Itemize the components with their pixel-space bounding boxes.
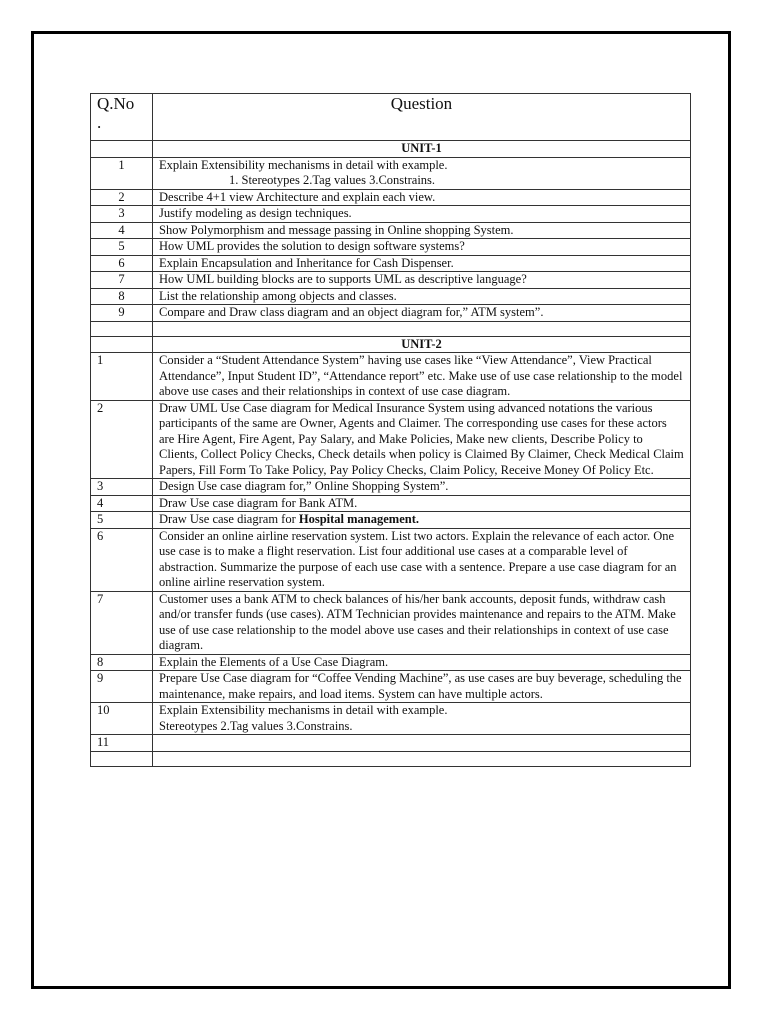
question-text-cell xyxy=(153,512,691,529)
question-number: 9 xyxy=(91,671,153,703)
question-row xyxy=(91,239,691,256)
question-row xyxy=(91,157,691,189)
empty-cell xyxy=(153,321,691,336)
question-text: Show Polymorphism and message passing in Online shopping System. xyxy=(159,222,514,237)
question-text-cell xyxy=(153,189,691,206)
question-text-cell xyxy=(153,735,691,752)
question-number: 3 xyxy=(91,206,153,223)
question-subtext: Stereotypes 2.Tag values 3.Constrains. xyxy=(159,718,353,733)
question-number: 1 xyxy=(91,157,153,189)
question-text-cell xyxy=(153,400,691,479)
unit2-rows xyxy=(91,353,691,752)
question-row xyxy=(91,272,691,289)
question-text-cell xyxy=(153,305,691,322)
question-text: Justify modeling as design techniques. xyxy=(159,206,352,220)
question-text-cell xyxy=(153,654,691,671)
question-text: Describe 4+1 view Architecture and explain each view. xyxy=(159,189,436,204)
unit1-title: UNIT-1 xyxy=(153,141,691,158)
question-row xyxy=(91,654,691,671)
question-row xyxy=(91,400,691,479)
question-row xyxy=(91,206,691,223)
question-text-cell xyxy=(153,288,691,305)
empty-cell xyxy=(91,321,153,336)
question-text-cell xyxy=(153,239,691,256)
unit-header-row xyxy=(91,141,691,158)
question-row xyxy=(91,671,691,703)
question-number: 6 xyxy=(91,528,153,591)
question-number: 7 xyxy=(91,272,153,289)
question-number: 8 xyxy=(91,288,153,305)
empty-cell xyxy=(91,336,153,353)
question-row xyxy=(91,735,691,752)
question-text: Compare and Draw class diagram and an object diagram for,” ATM system”. xyxy=(159,305,544,319)
question-text: Design Use case diagram for,” Online Shopping System”. xyxy=(159,479,449,493)
question-number: 6 xyxy=(91,255,153,272)
question-row xyxy=(91,222,691,239)
question-row xyxy=(91,703,691,735)
question-text-cell xyxy=(153,591,691,654)
question-text-cell xyxy=(153,353,691,401)
question-row xyxy=(91,255,691,272)
question-text: List the relationship among objects and classes. xyxy=(159,288,397,303)
question-text: Draw UML Use Case diagram for Medical Insurance System using advanced notations the various participants of the same are Owner, Agents and Claimer. The corresponding use cases for these actors are Hire Agent, Fire Agent, Pay Salary, and Make Policies, Make new clients, Describe Policy to Clients, Collect Policy Checks, Check details when policy is Claimed By Claimer, Check Medical Claim Papers, Fill Form To Take Policy, Pay Policy Checks, Claim Policy, Receive Money Of Policy Etc. xyxy=(159,400,684,477)
question-text-cell xyxy=(153,703,691,735)
question-text: Consider a “Student Attendance System” having use cases like “View Attendance”, View Practical Attendance”, Input Student ID”, “Attendance report” etc. Make use of use case relationship to the model above use cases and their relationships in context of use case diagram. xyxy=(159,353,683,398)
question-number: 5 xyxy=(91,512,153,529)
unit2-title: UNIT-2 xyxy=(153,336,691,353)
question-text: Explain Extensibility mechanisms in detail with example. xyxy=(159,157,448,172)
question-text: Draw Use case diagram for Bank ATM. xyxy=(159,495,358,510)
question-text: Consider an online airline reservation system. List two actors. Explain the relevance of each actor. One use case is to make a flight reservation. List four additional use cases at a comparable level of abstraction. Summarize the purpose of each use case with a sentence. Prepare a use case diagram for an online airline reservation system. xyxy=(159,528,677,589)
question-text-cell xyxy=(153,671,691,703)
question-number: 11 xyxy=(91,735,153,752)
question-text: Prepare Use Case diagram for “Coffee Vending Machine”, as use cases are buy beverage, scheduling the maintenance, make repairs, and load items. System can have multiple actors. xyxy=(159,671,682,701)
question-text-cell xyxy=(153,272,691,289)
question-number: 4 xyxy=(91,222,153,239)
qno-header xyxy=(91,94,153,141)
question-number: 10 xyxy=(91,703,153,735)
question-row xyxy=(91,189,691,206)
question-text-cell xyxy=(153,222,691,239)
question-text: Draw Use case diagram for xyxy=(159,512,299,526)
question-text-cell xyxy=(153,495,691,512)
question-number: 2 xyxy=(91,189,153,206)
question-text-cell xyxy=(153,206,691,223)
question-table xyxy=(90,93,691,767)
unit1-rows xyxy=(91,157,691,321)
question-row xyxy=(91,512,691,529)
question-text: Customer uses a bank ATM to check balances of his/her bank accounts, deposit funds, withdraw cash and/or transfer funds (use cases). ATM Technician provides maintenance and repairs to the ATM. Make use of use case relationship to the model above use cases and their relationships in context of use case diagram. xyxy=(159,591,676,652)
question-number: 7 xyxy=(91,591,153,654)
question-text: How UML provides the solution to design software systems? xyxy=(159,239,465,253)
empty-cell xyxy=(91,141,153,158)
question-row xyxy=(91,591,691,654)
table-header-row xyxy=(91,94,691,141)
question-subtext: 1. Stereotypes 2.Tag values 3.Constrains. xyxy=(229,173,436,187)
question-number: 4 xyxy=(91,495,153,512)
unit-header-row xyxy=(91,336,691,353)
question-text: How UML building blocks are to supports UML as descriptive language? xyxy=(159,272,527,286)
question-text-cell xyxy=(153,157,691,189)
question-text: Explain the Elements of a Use Case Diagram. xyxy=(159,654,389,669)
question-row xyxy=(91,528,691,591)
question-text: Explain Encapsulation and Inheritance for Cash Dispenser. xyxy=(159,255,454,270)
question-number: 5 xyxy=(91,239,153,256)
question-text-cell xyxy=(153,528,691,591)
empty-cell xyxy=(91,751,153,766)
qno-header-label: Q.No xyxy=(97,94,135,113)
question-row xyxy=(91,495,691,512)
question-number: 8 xyxy=(91,654,153,671)
empty-cell xyxy=(153,751,691,766)
qno-header-dot: . xyxy=(97,113,102,132)
question-row xyxy=(91,353,691,401)
question-text-cell xyxy=(153,255,691,272)
spacer-row xyxy=(91,321,691,336)
question-text: Explain Extensibility mechanisms in detail with example. xyxy=(159,703,448,717)
question-number: 1 xyxy=(91,353,153,401)
question-row xyxy=(91,288,691,305)
question-row xyxy=(91,479,691,496)
question-number: 2 xyxy=(91,400,153,479)
question-number: 9 xyxy=(91,305,153,322)
question-row xyxy=(91,305,691,322)
spacer-row xyxy=(91,751,691,766)
question-bold-text: Hospital management. xyxy=(298,512,420,526)
question-header: Question xyxy=(153,94,691,141)
question-number: 3 xyxy=(91,479,153,496)
question-text-cell xyxy=(153,479,691,496)
